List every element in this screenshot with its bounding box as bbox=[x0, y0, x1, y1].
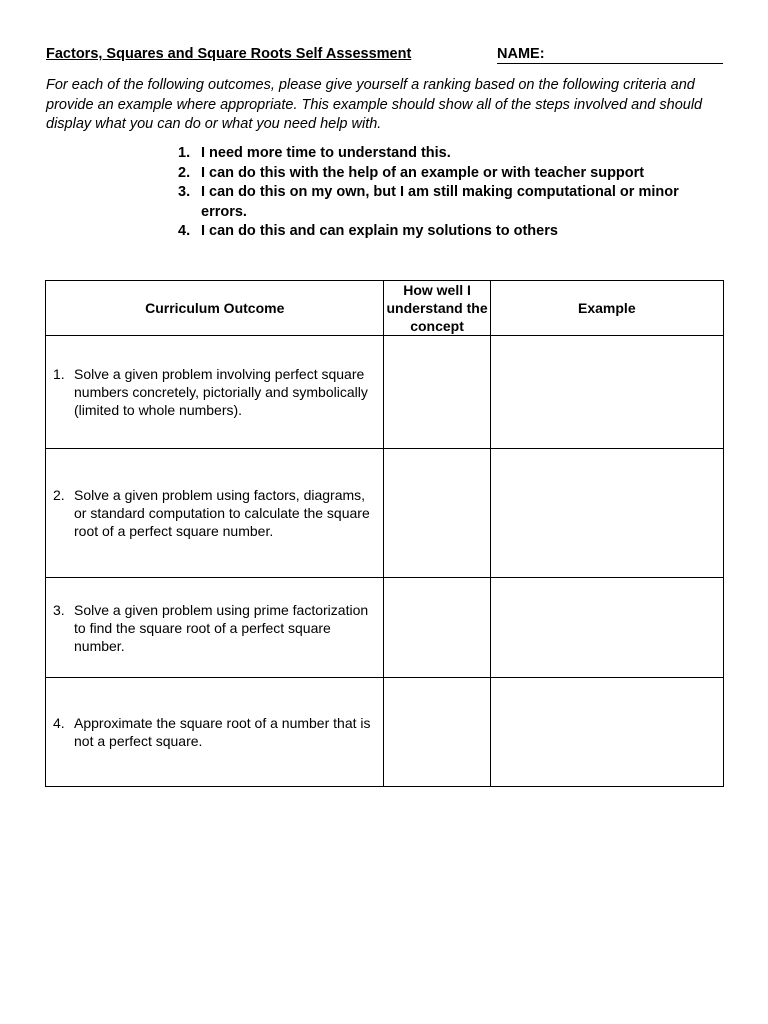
example-cell[interactable] bbox=[490, 336, 723, 449]
name-label: NAME: bbox=[497, 46, 545, 62]
header-understanding: How well I understand the concept bbox=[384, 281, 490, 336]
name-field-line[interactable] bbox=[497, 63, 723, 64]
understanding-rating-cell[interactable] bbox=[384, 578, 490, 678]
criteria-item bbox=[178, 164, 718, 184]
outcome-number: 4. bbox=[53, 715, 65, 731]
header bbox=[46, 46, 724, 66]
instructions: For each of the following outcomes, please give yourself a ranking based on the following criteria and provide an example where appropriate. This example should show all of the steps involved and should display what you can do or what you need help with. bbox=[46, 77, 703, 132]
outcome-number: 2. bbox=[53, 487, 65, 503]
criteria-number: 1. bbox=[178, 145, 191, 161]
outcome-cell bbox=[46, 578, 384, 678]
outcome-text: Solve a given problem using factors, diagrams, or standard computation to calculate the square root of a perfect square number. bbox=[74, 487, 370, 539]
table-row bbox=[46, 449, 724, 578]
criteria-text: I can do this on my own, but I am still making computational or minor errors. bbox=[201, 184, 679, 220]
outcome-number: 3. bbox=[53, 601, 65, 618]
example-cell[interactable] bbox=[490, 578, 723, 678]
outcome-cell bbox=[46, 449, 384, 578]
criteria-text: I can do this and can explain my solutions to others bbox=[201, 223, 558, 239]
example-cell[interactable] bbox=[490, 449, 723, 578]
criteria-number: 2. bbox=[178, 164, 191, 181]
header-example: Example bbox=[490, 281, 723, 336]
criteria-text: I need more time to understand this. bbox=[201, 145, 451, 161]
criteria-number: 4. bbox=[178, 223, 191, 239]
criteria-item bbox=[178, 183, 718, 222]
table-row bbox=[46, 578, 724, 678]
worksheet-title: Factors, Squares and Square Roots Self Assessment bbox=[46, 46, 412, 62]
table-row bbox=[46, 678, 724, 787]
outcome-cell bbox=[46, 336, 384, 449]
understanding-rating-cell[interactable] bbox=[384, 449, 490, 578]
outcome-text: Approximate the square root of a number that is not a perfect square. bbox=[74, 715, 371, 749]
understanding-rating-cell[interactable] bbox=[384, 678, 490, 787]
outcome-text: Solve a given problem involving perfect square numbers concretely, pictorially and symbolically (limited to whole numbers). bbox=[74, 366, 368, 418]
criteria-item bbox=[178, 222, 718, 242]
table-row bbox=[46, 336, 724, 449]
outcome-text: Solve a given problem using prime factorization to find the square root of a perfect square number. bbox=[74, 601, 369, 654]
header-curriculum-outcome: Curriculum Outcome bbox=[46, 281, 384, 336]
criteria-item bbox=[178, 144, 718, 164]
criteria-text: I can do this with the help of an example or with teacher support bbox=[201, 164, 645, 181]
ranking-criteria-list bbox=[178, 144, 718, 242]
understanding-rating-cell[interactable] bbox=[384, 336, 490, 449]
criteria-number: 3. bbox=[178, 184, 191, 200]
outcome-cell bbox=[46, 678, 384, 787]
outcomes-table bbox=[45, 280, 724, 787]
table-header-row bbox=[46, 281, 724, 336]
example-cell[interactable] bbox=[490, 678, 723, 787]
outcome-number: 1. bbox=[53, 366, 65, 382]
